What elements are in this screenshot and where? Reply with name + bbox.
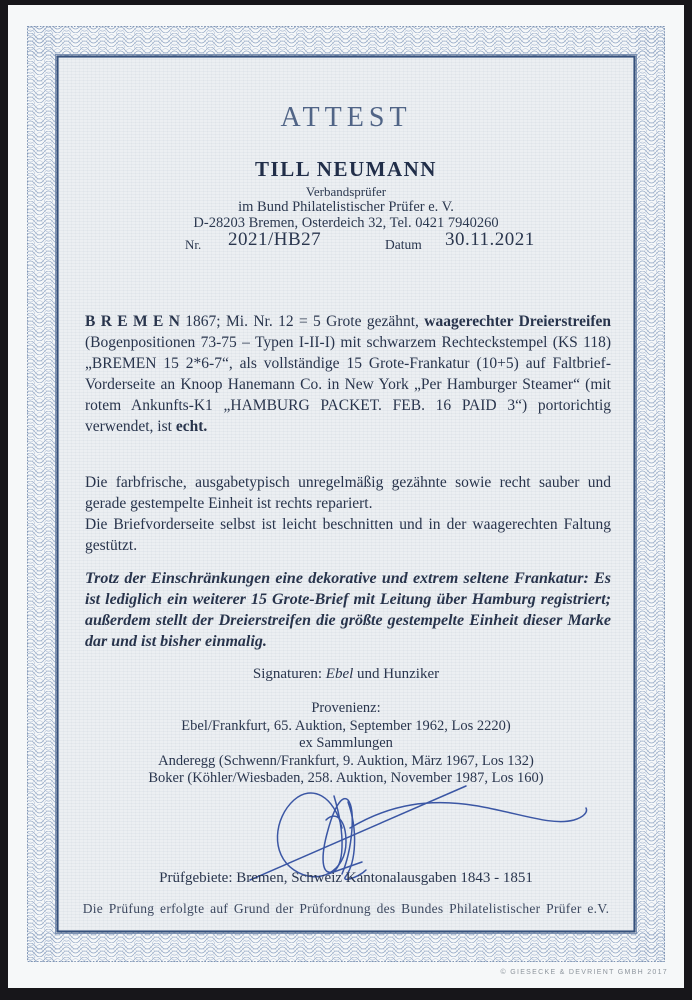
signatures-line: Signaturen: Ebel und Hunziker: [252, 666, 440, 682]
condition-notes: [85, 472, 611, 556]
provenance-line: ex Sammlungen: [299, 735, 393, 752]
certificate-number-row: [59, 228, 633, 256]
provenance-line: Boker (Köhler/Wiesbaden, 258. Auktion, November 1987, Los 160): [148, 770, 544, 787]
number-value: 2021/HB27: [228, 229, 322, 250]
rarity-note: Trotz der Einschränkungen eine dekorative und extrem seltene Frankatur: Es ist lediglich ein weiterer 15 Grote-Brief mit Leitung über Hamburg registriert; außerdem stellt der Dreierstreifen die größte gestempelte Einheit dieser Marke dar und ist bisher einmalig.: [85, 570, 611, 650]
provenance-heading: Provenienz:: [311, 700, 381, 716]
date-label: Datum: [385, 237, 422, 252]
printer-credit: © GIESECKE & DEVRIENT GMBH 2017: [500, 969, 668, 976]
condition-paragraph-1: Die farbfrische, ausgabetypisch unregelmäßig gezähnte sowie recht sauber und gerade gestempelte Einheit ist rechts repariert.: [85, 474, 611, 512]
provenance-line: Anderegg (Schwenn/Frankfurt, 9. Auktion, März 1967, Los 132): [158, 752, 534, 769]
provenance-block: [59, 700, 633, 788]
certificate-title: ATTEST: [280, 102, 412, 133]
number-label: Nr.: [185, 237, 202, 252]
date-value: 30.11.2021: [445, 229, 535, 250]
examiner-name: TILL NEUMANN: [255, 157, 437, 181]
condition-paragraph-2: Die Briefvorderseite selbst ist leicht beschnitten und in der waagerechten Faltung gestützt.: [85, 516, 611, 554]
footer-regulation-note: Die Prüfung erfolgte auf Grund der Prüfordnung des Bundes Philatelistischer Prüfer e.V.: [82, 901, 610, 916]
test-areas-line: Prüfgebiete: Bremen, Schweiz Kantonalausgaben 1843 - 1851: [159, 870, 533, 886]
examiner-address: D-28203 Bremen, Osterdeich 32, Tel. 0421 7940260: [193, 215, 499, 231]
examiner-association: im Bund Philatelistischer Prüfer e. V.: [238, 199, 454, 215]
provenance-line: Ebel/Frankfurt, 65. Auktion, September 1962, Los 2220): [181, 717, 511, 734]
examiner-role: Verbandsprüfer: [305, 184, 387, 199]
item-description: B R E M E N 1867; Mi. Nr. 12 = 5 Grote gezähnt, waagerechter Dreierstreifen (Bogenpositionen 73-75 – Typen I-II-I) mit schwarzem Rechteckstempel (KS 118) „BREMEN 15 2*6-7“, als vollständige 15 Grote-Frankatur (10+5) auf Faltbrief-Vorderseite an Knoop Hanemann Co. in New York „Per Hamburger Steamer“ (mit rotem Ankunfts-K1 „HAMBURG PACKET. FEB. 16 PAID 3“) portorichtig verwendet, ist echt.: [85, 313, 611, 435]
certificate-paper: [8, 5, 684, 988]
certificate-content: [59, 58, 633, 930]
